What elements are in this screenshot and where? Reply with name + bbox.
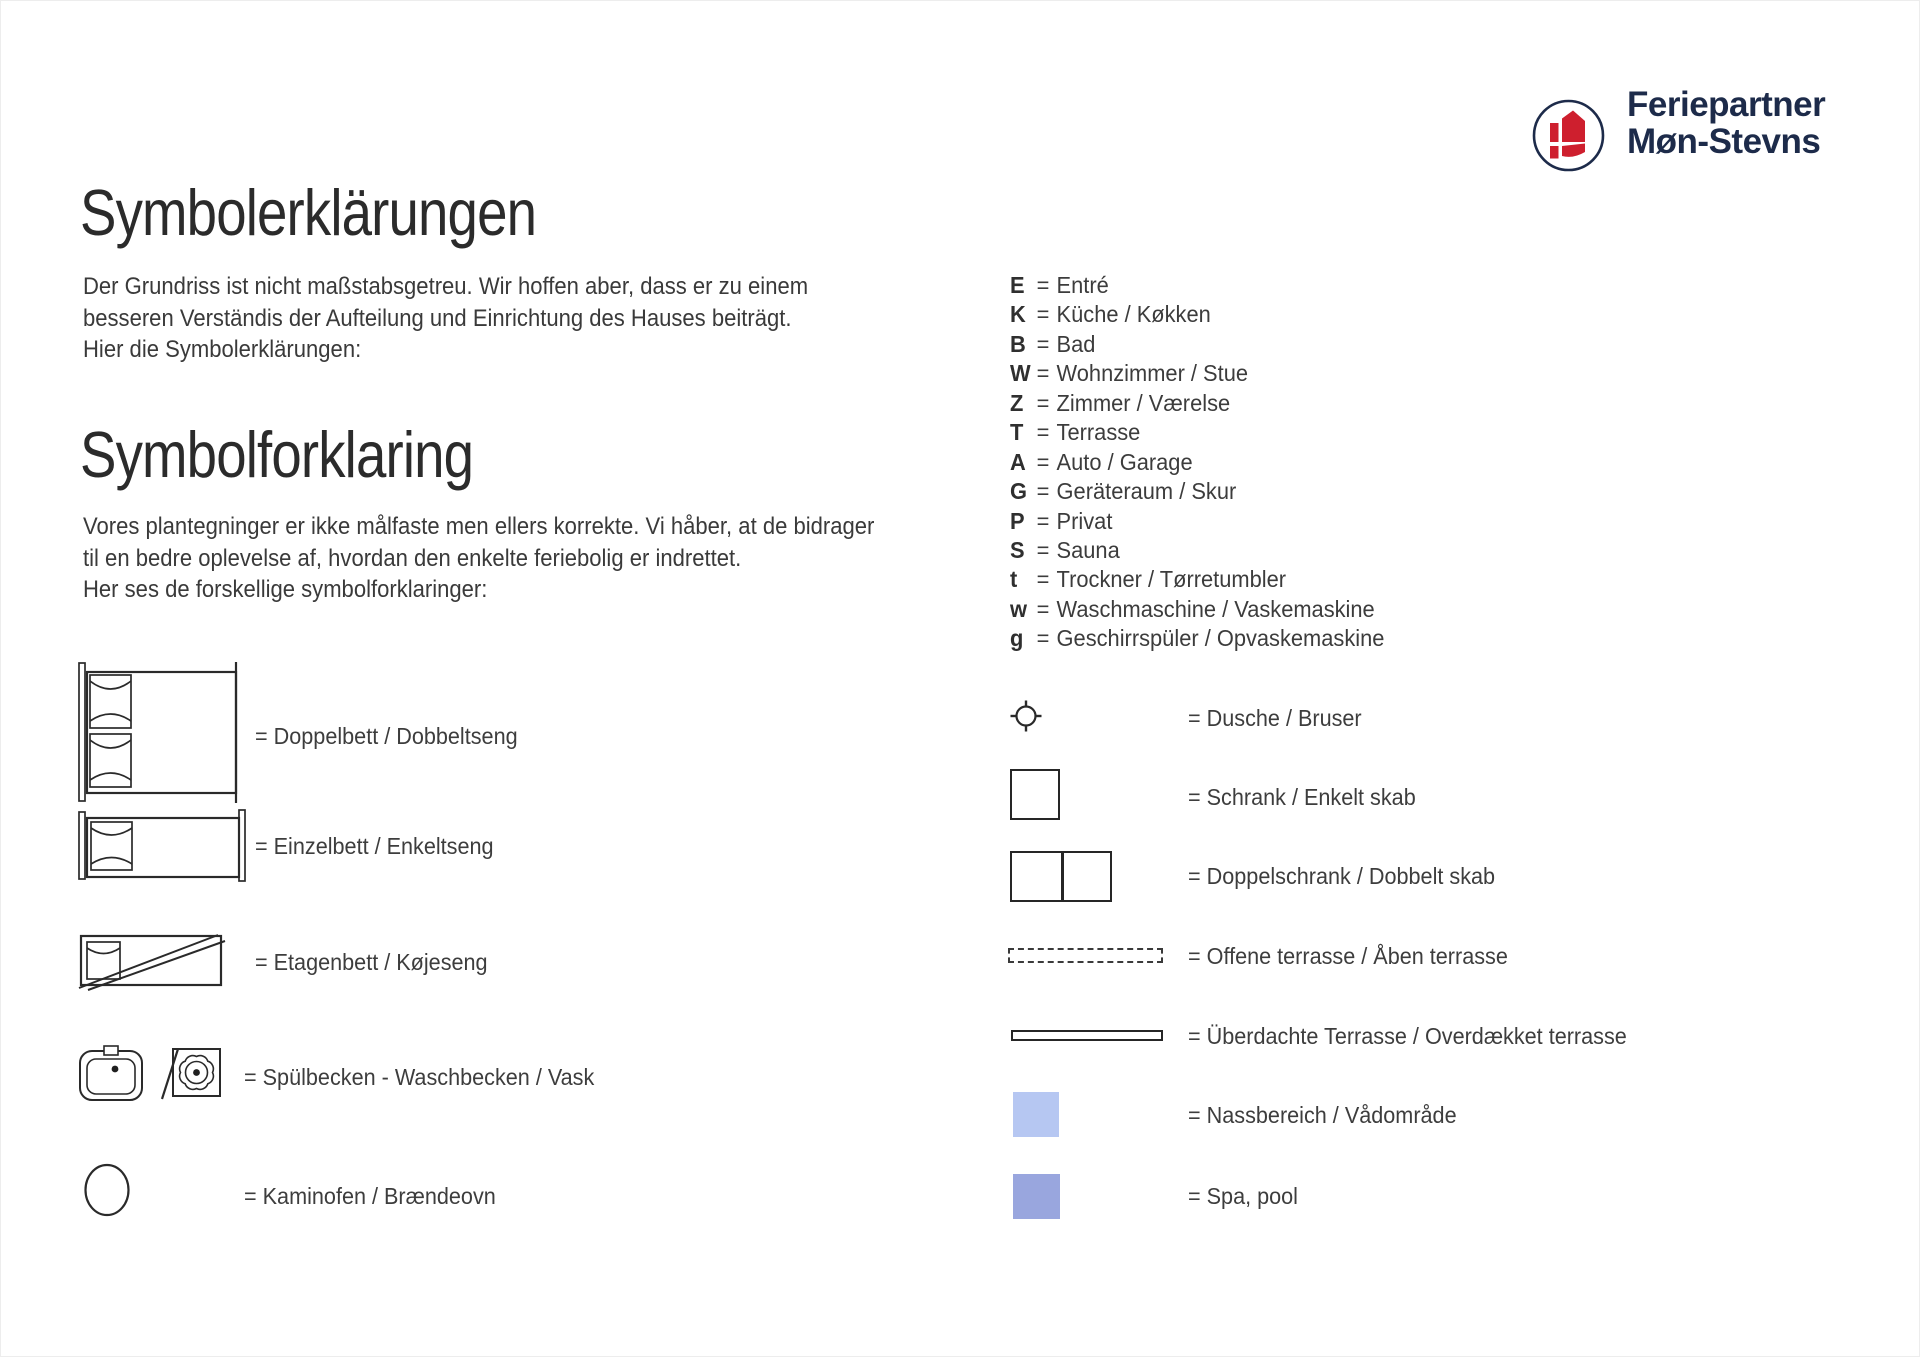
danish-intro-line1: Vores plantegninger er ikke målfaste men ellers korrekte. Vi håber, at de bidrager: [83, 513, 875, 540]
legend-letter: P: [1010, 507, 1025, 534]
logo-wordmark: [1627, 86, 1825, 160]
equals-sign: =: [1036, 595, 1050, 622]
danish-intro: [83, 511, 874, 606]
german-intro-line3: Hier die Symbolerklärungen:: [83, 336, 362, 363]
spa-pool-icon: [1013, 1174, 1060, 1219]
covered-terrace-label: = Überdachte Terrasse / Overdækket terrasse: [1188, 1023, 1627, 1049]
wood-stove-label: = Kaminofen / Brændeovn: [244, 1183, 496, 1209]
legend-row-t: [1010, 566, 1384, 595]
legend-row-B: [1010, 331, 1384, 360]
single-bed-icon: [64, 808, 246, 884]
equals-sign: =: [1036, 536, 1050, 563]
legend-letter: S: [1010, 536, 1025, 563]
legend-row-w: [1010, 596, 1384, 625]
legend-meaning: Terrasse: [1056, 419, 1141, 446]
equals-sign: =: [1036, 419, 1050, 446]
single-bed-label: = Einzelbett / Enkeltseng: [255, 833, 494, 859]
spa-pool-label: = Spa, pool: [1188, 1183, 1298, 1209]
legend-meaning: Bad: [1056, 330, 1096, 357]
shower-label: = Dusche / Bruser: [1188, 705, 1362, 731]
legend-row-S: [1010, 537, 1384, 566]
wet-area-label: = Nassbereich / Vådområde: [1188, 1102, 1457, 1128]
danish-intro-line3: Her ses de forskellige symbolforklaringer:: [83, 576, 488, 603]
logo-house-icon: [1531, 98, 1606, 173]
double-cabinet-label: = Doppelschrank / Dobbelt skab: [1188, 863, 1496, 889]
cabinet-divider: [1061, 852, 1064, 901]
legend-meaning: Entré: [1056, 272, 1109, 298]
logo-line2: Møn-Stevns: [1627, 122, 1821, 161]
legend-row-G: [1010, 478, 1384, 507]
equals-sign: =: [1036, 507, 1050, 534]
single-cabinet-label: = Schrank / Enkelt skab: [1188, 784, 1416, 810]
german-intro: [83, 271, 808, 366]
equals-sign: =: [1036, 330, 1050, 357]
equals-sign: =: [1036, 448, 1050, 475]
single-cabinet-icon: [1010, 769, 1060, 820]
sink-washbasin-label: = Spülbecken - Waschbecken / Vask: [244, 1064, 595, 1090]
legend-letter: G: [1010, 478, 1027, 505]
legend-meaning: Sauna: [1056, 536, 1120, 563]
legend-meaning: Trockner / Tørretumbler: [1056, 566, 1287, 593]
legend-row-g: [1010, 625, 1384, 654]
german-title: Symbolerklärungen: [80, 176, 537, 249]
legend-letter: A: [1010, 448, 1026, 475]
bunk-bed-icon: [78, 928, 228, 992]
legend-letter: w: [1010, 595, 1027, 622]
legend-letter: K: [1010, 301, 1026, 328]
german-intro-line1: Der Grundriss ist nicht maßstabsgetreu. Wir hoffen aber, dass er zu einem: [83, 273, 809, 300]
legend-letter: Z: [1010, 389, 1024, 416]
open-terrace-label: = Offene terrasse / Åben terrasse: [1188, 943, 1508, 969]
legend-row-K: [1010, 301, 1384, 330]
covered-terrace-icon: [1011, 1030, 1163, 1041]
equals-sign: =: [1036, 478, 1050, 505]
open-terrace-icon: [1008, 948, 1163, 963]
double-bed-icon: [64, 660, 244, 805]
legend-meaning: Privat: [1056, 507, 1113, 534]
legend-row-A: [1010, 449, 1384, 478]
equals-sign: =: [1036, 389, 1050, 416]
legend-row-E: [1010, 272, 1384, 301]
legend-letter: t: [1010, 566, 1018, 593]
legend-meaning: Wohnzimmer / Stue: [1056, 360, 1249, 387]
legend-row-P: [1010, 508, 1384, 537]
equals-sign: =: [1036, 360, 1050, 387]
legend-row-T: [1010, 419, 1384, 448]
wood-stove-icon: [82, 1162, 132, 1218]
legend-meaning: Waschmaschine / Vaskemaskine: [1056, 595, 1375, 622]
bunk-bed-label: = Etagenbett / Køjeseng: [255, 949, 488, 975]
danish-title: Symbolforklaring: [80, 418, 474, 491]
wet-area-icon: [1013, 1092, 1059, 1137]
legend-letter: W: [1010, 360, 1031, 387]
logo: [1531, 98, 1606, 173]
letter-legend: [1010, 272, 1384, 655]
legend-row-Z: [1010, 390, 1384, 419]
german-intro-line2: besseren Verständis der Aufteilung und Einrichtung des Hauses beiträgt.: [83, 304, 792, 332]
equals-sign: =: [1036, 301, 1050, 328]
double-cabinet-icon: [1010, 851, 1112, 902]
logo-line1: Feriepartner: [1627, 85, 1826, 124]
danish-intro-line2: til en bedre oplevelse af, hvordan den enkelte feriebolig er indrettet.: [83, 544, 742, 572]
legend-meaning: Küche / Køkken: [1056, 301, 1211, 328]
double-bed-label: = Doppelbett / Dobbeltseng: [255, 723, 518, 749]
legend-meaning: Auto / Garage: [1056, 448, 1193, 475]
legend-letter: T: [1010, 419, 1024, 446]
equals-sign: =: [1036, 272, 1050, 298]
equals-sign: =: [1036, 625, 1050, 652]
legend-letter: g: [1010, 625, 1024, 652]
legend-row-W: [1010, 360, 1384, 389]
sink-washbasin-icon: [78, 1042, 228, 1106]
legend-letter: E: [1010, 272, 1025, 298]
legend-letter: B: [1010, 330, 1026, 357]
shower-icon: [1008, 698, 1044, 734]
equals-sign: =: [1036, 566, 1050, 593]
legend-meaning: Zimmer / Værelse: [1056, 389, 1231, 416]
legend-meaning: Geschirrspüler / Opvaskemaskine: [1056, 625, 1385, 652]
legend-meaning: Geräteraum / Skur: [1056, 478, 1237, 505]
